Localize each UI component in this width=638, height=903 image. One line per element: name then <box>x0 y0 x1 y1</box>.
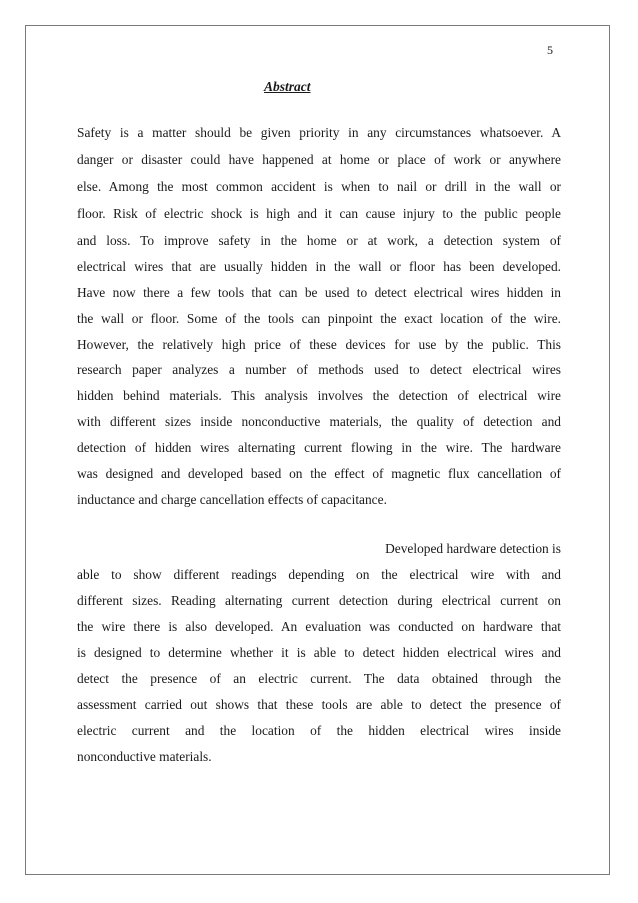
paragraph-line: was designed and developed based on the effect of magnetic flux cancellation of <box>77 466 561 481</box>
paragraph-line: is designed to determine whether it is able to detect hidden electrical wires and <box>77 645 561 660</box>
paragraph-line: else. Among the most common accident is when to nail or drill in the wall or <box>77 179 561 194</box>
paragraph-line: different sizes. Reading alternating current detection during electrical current on <box>77 593 561 608</box>
paragraph-line: Safety is a matter should be given priority in any circumstances whatsoever. A <box>77 125 561 140</box>
paragraph-line: nonconductive materials. <box>77 749 212 764</box>
paragraph-line: able to show different readings depending on the electrical wire with and <box>77 567 561 582</box>
paragraph-line: electric current and the location of the hidden electrical wires inside <box>77 723 561 738</box>
paragraph-line: with different sizes inside nonconductive materials, the quality of detection and <box>77 414 561 429</box>
paragraph-line: research paper analyzes a number of methods used to detect electrical wires <box>77 362 561 377</box>
paragraph-line: detect the presence of an electric current. The data obtained through the <box>77 671 561 686</box>
paragraph-line: the wire there is also developed. An evaluation was conducted on hardware that <box>77 619 561 634</box>
paragraph-line: inductance and charge cancellation effects of capacitance. <box>77 492 387 507</box>
page-number: 5 <box>547 43 553 57</box>
paragraph-line: and loss. To improve safety in the home or at work, a detection system of <box>77 233 561 248</box>
paragraph-line: the wall or floor. Some of the tools can pinpoint the exact location of the wire. <box>77 311 561 326</box>
paragraph-line: floor. Risk of electric shock is high and it can cause injury to the public people <box>77 206 561 221</box>
paragraph-line: hidden behind materials. This analysis involves the detection of electrical wire <box>77 388 561 403</box>
paragraph-line: Developed hardware detection is <box>385 541 561 556</box>
paragraph-line: danger or disaster could have happened at home or place of work or anywhere <box>77 152 561 167</box>
paragraph-line: Have now there a few tools that can be used to detect electrical wires hidden in <box>77 285 561 300</box>
paragraph-line: However, the relatively high price of these devices for use by the public. This <box>77 337 561 352</box>
abstract-title: Abstract <box>264 79 311 94</box>
paragraph-line: electrical wires that are usually hidden in the wall or floor has been developed. <box>77 259 561 274</box>
paragraph-line: detection of hidden wires alternating current flowing in the wire. The hardware <box>77 440 561 455</box>
paragraph-line: assessment carried out shows that these tools are able to detect the presence of <box>77 697 561 712</box>
